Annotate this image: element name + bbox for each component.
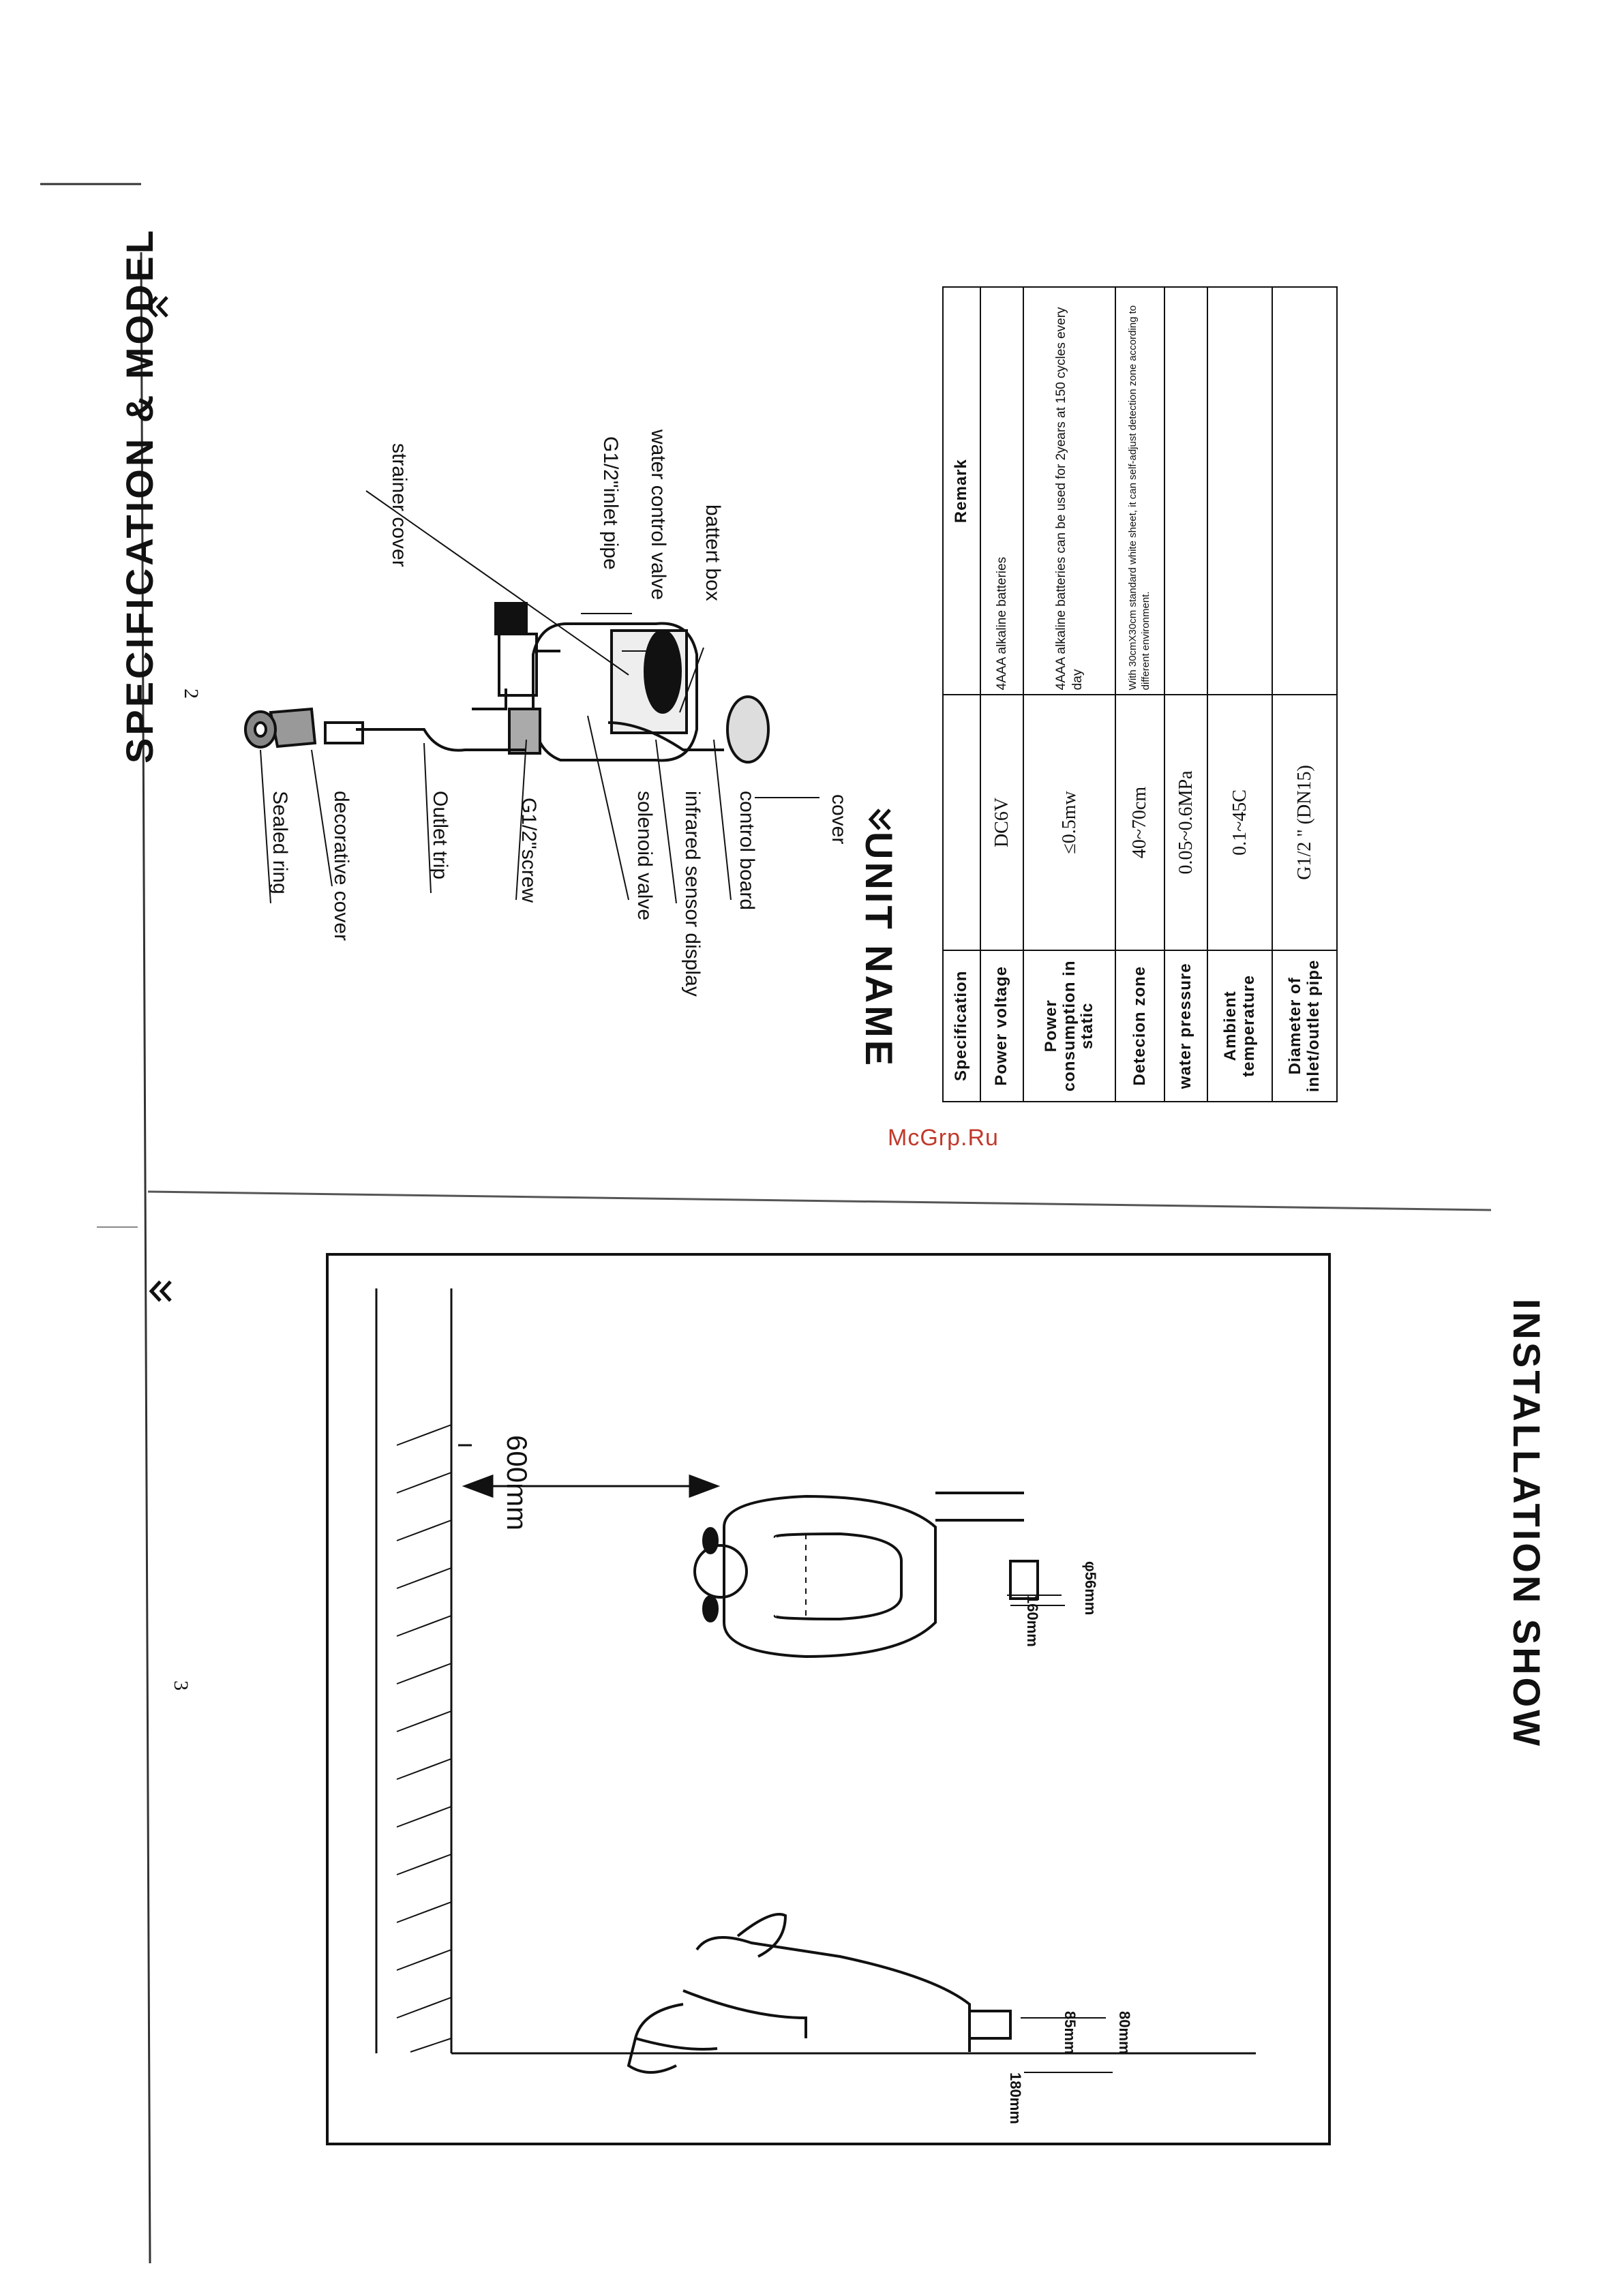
label-control-board: control board — [736, 791, 758, 911]
table-row: Ambient temperature 0.1~45C — [1207, 287, 1272, 1102]
label-inlet-pipe: G1/2"inlet pipe — [599, 436, 622, 570]
dim-dia: φ56mm — [1082, 1561, 1099, 1616]
label-battert-box: battert box — [702, 504, 724, 601]
dim-160: 160mm — [1024, 1595, 1041, 1647]
label-strainer-cover: strainer cover — [388, 443, 410, 567]
table-row: Detecion zone 40~70cm With 30cmX30cm standard white sheet, it can self-adjust detection zone according to different environment. — [1115, 287, 1164, 1102]
table-row: Diameter of inlet/outlet pipe G1/2 " (DN15) — [1272, 287, 1337, 1102]
installation-heading: INSTALLATION SHOW — [1505, 1299, 1548, 1749]
unit-name-heading: UNIT NAME — [858, 832, 901, 1069]
label-outlet-trip: Outlet trip — [429, 791, 451, 880]
installation-frame — [327, 1254, 1329, 2144]
spec-heading: SPECIFICATION & MODEL — [118, 227, 161, 764]
dim-85: 85mm — [1062, 2011, 1079, 2055]
dim-600: 600mm — [501, 1435, 533, 1531]
table-header: Specification — [943, 950, 980, 1102]
label-sealed-ring: Sealed ring — [269, 791, 291, 894]
dim-180: 180mm — [1007, 2072, 1024, 2124]
label-solenoid-valve: solenoid valve — [633, 791, 656, 921]
watermark: McGrp.Ru — [888, 1125, 999, 1151]
table-row: Power voltage DC6V 4AAA alkaline batteries — [980, 287, 1023, 1102]
table-row: Power consumption in static ≤0.5mw 4AAA alkaline batteries can be used for 2years at 150 cycles every day — [1023, 287, 1115, 1102]
dim-80: 80mm — [1116, 2011, 1133, 2055]
urinal-front-drawing — [695, 1493, 1038, 1657]
label-infrared-sensor-display: infrared sensor display — [681, 791, 704, 997]
dimension-600 — [458, 1445, 717, 1496]
page-number-left: 2 — [180, 689, 202, 699]
label-screw: G1/2"screw — [517, 798, 540, 903]
page-number-right: 3 — [170, 1680, 192, 1691]
wall-hatching — [397, 1425, 451, 2052]
spec-table — [942, 286, 1338, 1102]
label-decorative-cover: decorative cover — [330, 791, 352, 941]
table-header — [943, 695, 980, 950]
urinal-side-drawing — [629, 1914, 1010, 2072]
table-row: water pressure 0.05~0.6MPa — [1164, 287, 1207, 1102]
valve-assembly-drawing — [245, 603, 768, 762]
label-water-control-valve: water control valve — [647, 429, 670, 601]
table-header: Remark — [943, 287, 980, 695]
label-cover: cover — [828, 794, 850, 845]
